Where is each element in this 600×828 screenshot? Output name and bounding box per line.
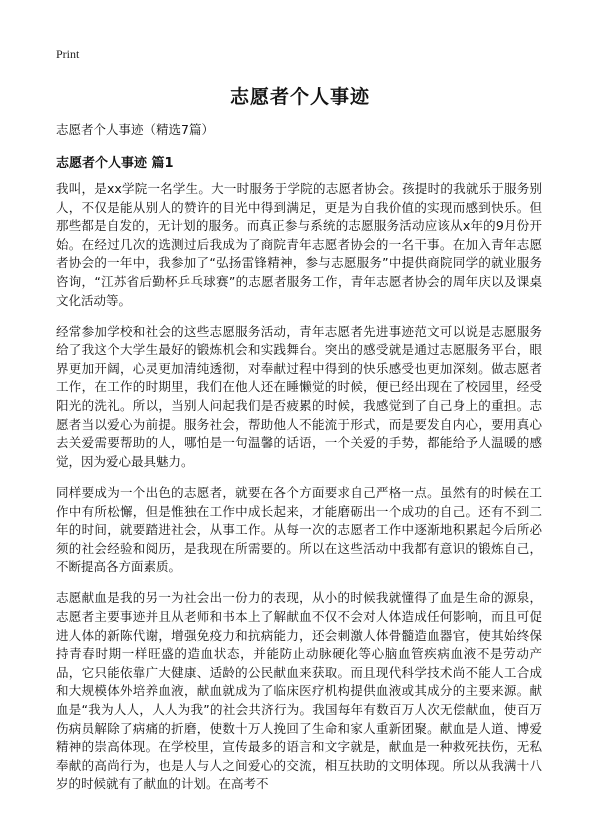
document-subtitle: 志愿者个人事迹（精选7篇） bbox=[56, 122, 214, 137]
document-body bbox=[56, 180, 542, 806]
print-link[interactable]: Print bbox=[56, 47, 80, 61]
body-paragraph: 同样要成为一个出色的志愿者，就要在各个方面要求自己严格一点。虽然有的时候在工作中有所松懈，但是惟独在工作中成长起来，才能磨砺出一个成功的自己。还有不到二年的时间，就要踏进社会，从事工作。从每一次的志愿者工作中逐渐地积累起今后所必须的社会经验和阅历，是我现在所需要的。所以在这些活动中我都有意识的锻炼自己，不断提高各方面素质。 bbox=[56, 484, 542, 575]
page-title: 志愿者个人事迹 bbox=[229, 86, 370, 108]
body-paragraph: 经常参加学校和社会的这些志愿服务活动，青年志愿者先进事迹范文可以说是志愿服务给了我这个大学生最好的锻炼机会和实践舞台。突出的感受就是通过志愿服务平台，眼界更加开阔，心灵更加清纯透彻，对奉献过程中得到的快乐感受也更加深刻。做志愿者工作，在工作的时期里，我们在他人还在睡懒觉的时候，便已经出现在了校园里，经受阳光的洗礼。所以，当别人问起我们是否疲累的时候，我感觉到了自己身上的重担。志愿者当以爱心为前提。服务社会，帮助他人不能流于形式，而是要发自内心，要用真心去关爱需要帮助的人，哪怕是一句温馨的话语，一个关爱的手势，都能给予人温暖的感觉，因为爱心最具魅力。 bbox=[56, 323, 542, 469]
body-paragraph: 志愿献血是我的另一为社会出一份力的表现，从小的时候我就懂得了血是生命的源泉，志愿者主要事迹并且从老师和书本上了解献血不仅不会对人体造成任何影响，而且可促进人体的新陈代谢，增强免疫力和抗病能力，还会刺激人体骨髓造血器官，使其始终保持青春时期一样旺盛的造血状态，并能防止动脉硬化等心脑血管疾病血液不是劳动产品，它只能依靠广大健康、适龄的公民献血来获取。而且现代科学技术尚不能人工合成和大规模体外培养血液，献血就成为了临床医疗机构提供血液或其成分的主要来源。献血是“我为人人，人人为我”的社会共济行为。我国每年有数百万人次无偿献血，使百万伤病员解除了病痛的折磨，使数十万人挽回了生命和家人重新团聚。献血是人道、博爱精神的崇高体现。在学校里，宣传最多的语言和文字就是，献血是一种救死扶伤，无私奉献的高尚行为，也是人与人之间爱心的交流，相互扶助的文明体现。所以从我满十八岁的时候就有了献血的计划。在高考不 bbox=[56, 590, 542, 792]
section-heading: 志愿者个人事迹 篇1 bbox=[56, 156, 174, 171]
body-paragraph: 我叫，是xx学院一名学生。大一时服务于学院的志愿者协会。孩提时的我就乐于服务别人，不仅是能从别人的赞许的目光中得到满足，更是为自我价值的实现而感到快乐。但那些都是自发的，无计划的服务。而真正参与系统的志愿服务活动应该从x年的9月份开始。在经过几次的选测过后我成为了商院青年志愿者协会的一名干事。在加入青年志愿者协会的一年中，我参加了“弘扬雷锋精神，参与志愿服务”中提供商院同学的就业服务咨询，“江苏省后勤杯乒乓球赛”的志愿者服务工作，青年志愿者协会的周年庆以及课桌文化活动等。 bbox=[56, 181, 542, 308]
